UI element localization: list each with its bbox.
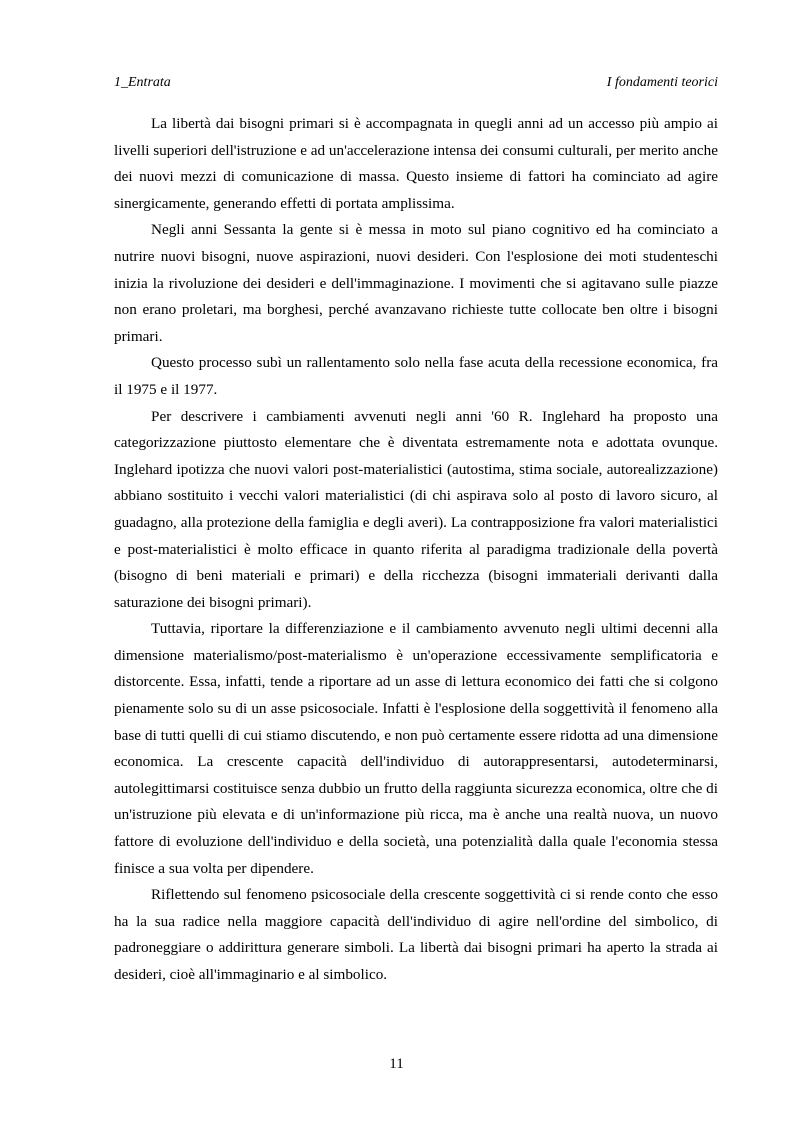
paragraph: Tuttavia, riportare la differenziazione e il cambiamento avvenuto negli ultimi decenni alla dimensione materialismo/post-materialismo è un'operazione eccessivamente semplificatoria e distorcente. Essa, infatti, tende a riportare ad un asse di lettura economico dei fatti che si colgono pienamente solo su di un asse psicosociale. Infatti è l'esplosione della soggettività il fenomeno alla base di tutti quelli di cui stiamo discutendo, e non può certamente essere ridotta ad una dimensione economica. La crescente capacità dell'individuo di autorappresentarsi, autodeterminarsi, autolegittimarsi costituisce senza dubbio un frutto della raggiunta sicurezza economica, oltre che di un'istruzione più elevata e di un'informazione più ricca, ma è anche una realtà nuova, un nuovo fattore di evoluzione dell'individuo e della società, una potenzialità dalla quale l'economia stessa finisce a sua volta per dipendere. — [114, 620, 718, 877]
body-text — [114, 111, 718, 989]
page-number: 11 — [389, 1056, 404, 1072]
running-header-section: I fondamenti teorici — [606, 75, 718, 90]
paragraph: La libertà dai bisogni primari si è accompagnata in quegli anni ad un accesso più ampio ai livelli superiori dell'istruzione e ad un'accelerazione intensa dei consumi culturali, per merito anche dei nuovi mezzi di comunicazione di massa. Questo insieme di fattori ha cominciato ad agire sinergicamente, generando effetti di portata amplissima. — [114, 115, 718, 212]
paragraph: Riflettendo sul fenomeno psicosociale della crescente soggettività ci si rende conto che esso ha la sua radice nella maggiore capacità dell'individuo di agire nell'ordine del simbolico, di padroneggiare o addirittura generare simboli. La libertà dai bisogni primari ha aperto la strada ai desideri, cioè all'immaginario e al simbolico. — [114, 886, 718, 983]
paragraph: Per descrivere i cambiamenti avvenuti negli anni '60 R. Inglehard ha proposto una categorizzazione piuttosto elementare che è diventata estremamente nota e adottata ovunque. Inglehard ipotizza che nuovi valori post-materialistici (autostima, stima sociale, autorealizzazione) abbiano sostituito i vecchi valori materialistici (di chi aspirava solo al posto di lavoro sicuro, al guadagno, alla protezione della famiglia e degli averi). La contrapposizione fra valori materialistici e post-materialistici è molto efficace in quanto riferita al paradigma tradizionale della povertà (bisogno di beni materiali e primari) e della ricchezza (bisogni immateriali derivanti dalla saturazione dei bisogni primari). — [114, 407, 718, 611]
paragraph: Negli anni Sessanta la gente si è messa in moto sul piano cognitivo ed ha cominciato a nutrire nuovi bisogni, nuove aspirazioni, nuovi desideri. Con l'esplosione dei moti studenteschi inizia la rivoluzione dei desideri e dell'immaginazione. I movimenti che si agitavano sulle piazze non erano proletari, ma borghesi, perché avanzavano richieste tutte collocate ben oltre i bisogni primari. — [114, 221, 718, 345]
running-header-chapter: 1_Entrata — [114, 75, 171, 90]
paragraph: Questo processo subì un rallentamento solo nella fase acuta della recessione economica, fra il 1975 e il 1977. — [114, 354, 718, 398]
